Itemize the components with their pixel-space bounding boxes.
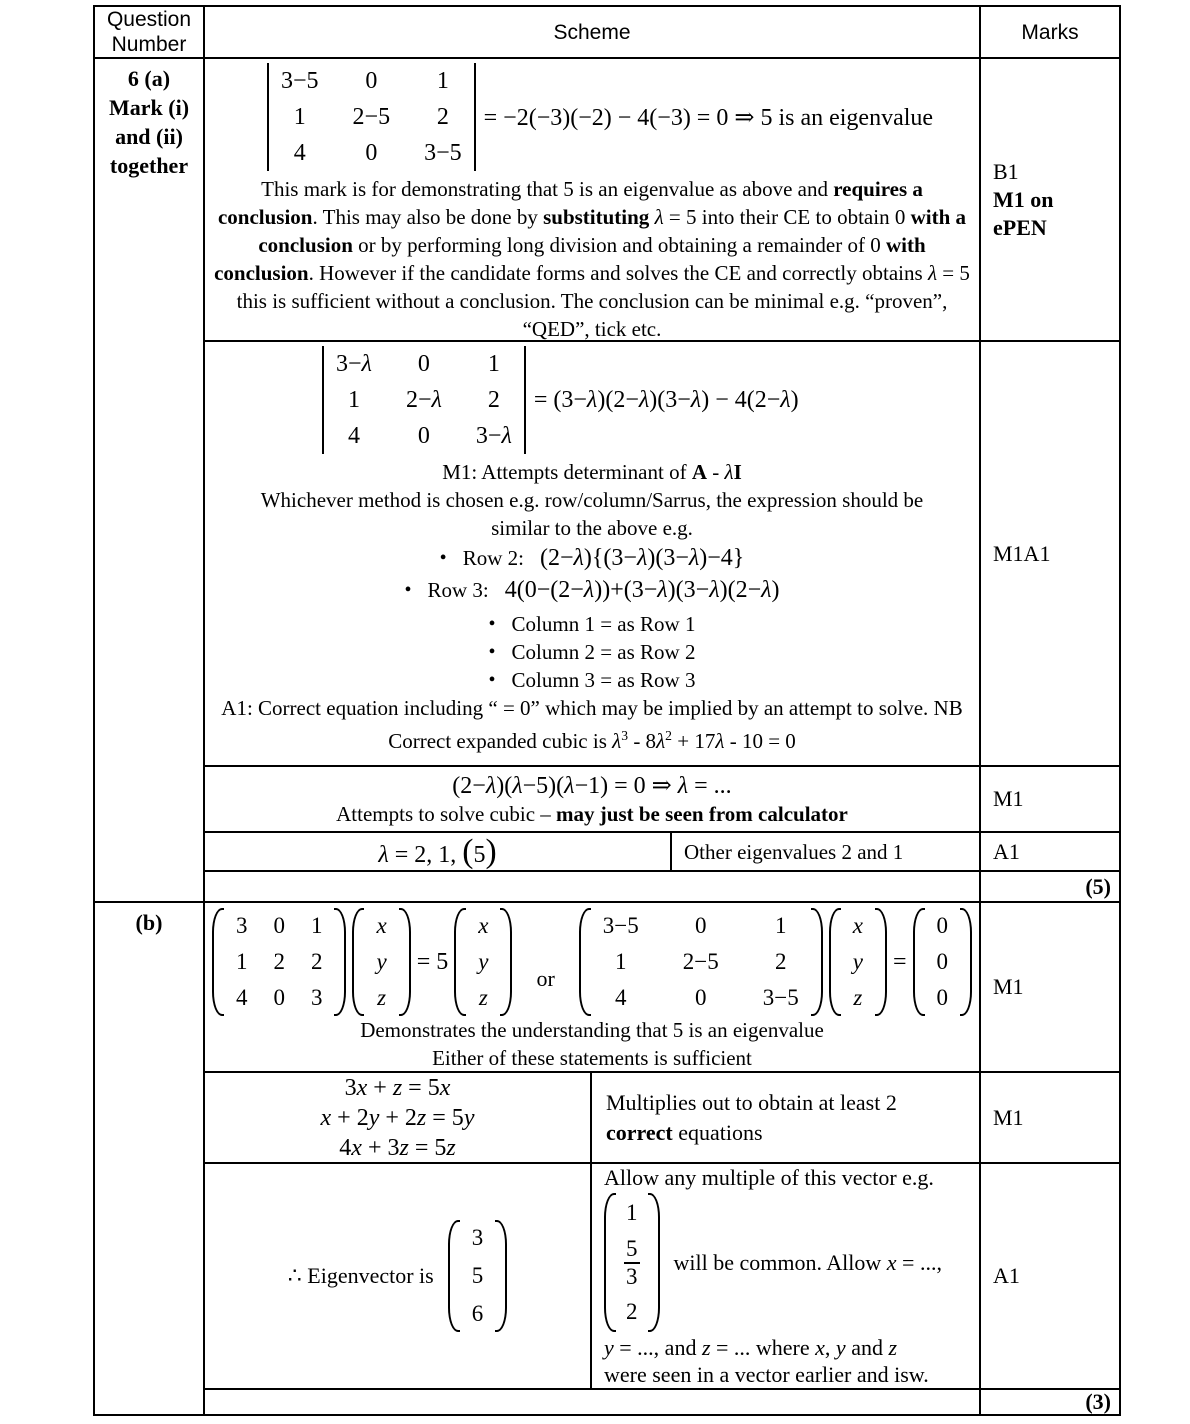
part-a-total: (5)	[1085, 873, 1111, 899]
scheme-b2	[203, 1071, 979, 1162]
right-paren-icon	[811, 908, 823, 1016]
matrix-cell: x	[376, 913, 387, 938]
matrix-cell: 5	[471, 1263, 484, 1288]
determinant-3x3	[267, 63, 476, 171]
bullet-row2-math: (2−λ){(3−λ)(3−λ)−4}	[539, 544, 745, 571]
mark-scheme-sheet	[93, 5, 1121, 1416]
determinant-equation-a2	[322, 346, 979, 454]
matrix-cell: y	[478, 949, 489, 974]
header-question-number: Question Number	[106, 8, 192, 56]
left-paren-icon	[352, 908, 364, 1016]
b3-left-cell	[205, 1164, 592, 1388]
matrix-cell: y	[852, 949, 863, 974]
right-paren-icon	[500, 908, 512, 1016]
matrix-cell: 0	[695, 985, 707, 1010]
matrix-cell: 4	[615, 985, 627, 1010]
marks-a2	[979, 340, 1119, 765]
matrix-cell: 2	[775, 949, 787, 974]
a2-a1-note: A1: Correct equation including “ = 0” which may be implied by an attempt to solve. NB Correct expanded cubic is $\lambda^3 - 8\lambda^2 + 17\lambda - 10 = 0$	[221, 696, 963, 753]
header-marks: Marks	[979, 7, 1119, 57]
b3-note-after-vector: will be common. Allow x = ...,	[673, 1249, 942, 1275]
matrix-cell: 2	[436, 104, 449, 130]
matrix-cell: 4	[293, 140, 306, 166]
left-paren-icon	[829, 908, 841, 1016]
b3-note-line3: y = ..., and z = ... where x, y and z	[604, 1334, 898, 1360]
a1-explanation: This mark is for demonstrating that 5 is an eigenvalue as above and requires a conclusion. This may also be done by substituting λ = 5 into their CE to obtain 0 with a conclusion or by performing long division and obtaining a remainder of 0 with conclusion. However if the candidate forms and solves the CE and correctly obtains λ = 5 this is sufficient without a conclusion. The conclusion can be minimal e.g. “proven”, “QED”, tick etc.	[214, 177, 970, 340]
matrix-cell: 2−5	[682, 949, 719, 974]
matrix-cell: z	[377, 985, 387, 1010]
marks-a3	[979, 765, 1119, 831]
left-paren-icon	[913, 908, 925, 1016]
matrix-cell: 3	[235, 913, 248, 938]
matrix-body	[591, 908, 811, 1016]
mark-m1a1: M1A1	[993, 540, 1051, 566]
matrix-cell: 2	[310, 949, 323, 974]
mark-m1: M1	[993, 974, 1024, 999]
matrix-cell: 3−5	[602, 913, 639, 938]
right-paren-icon	[334, 908, 346, 1016]
eigenvector-356	[448, 1220, 508, 1332]
matrix-cell: 1	[436, 68, 449, 94]
b1-matrix-statements	[205, 908, 979, 1016]
marks-a1	[979, 57, 1119, 340]
vector-body	[364, 908, 398, 1016]
matrix-cell: 1	[615, 949, 627, 974]
question-6a-line: 6 (a)	[127, 66, 171, 91]
matrix-cell: 3	[310, 985, 323, 1010]
marks-a5-total	[979, 870, 1119, 901]
question-6a-line: and (ii)	[115, 124, 183, 149]
b3-note-line4: were seen in a vector earlier and isw.	[604, 1361, 929, 1387]
marks-a4	[979, 831, 1119, 870]
bullet-icon: •	[488, 612, 496, 635]
question-cell-b	[95, 901, 203, 1414]
bullet-col2	[205, 638, 979, 666]
eigenvector-statement	[288, 1220, 507, 1332]
right-paren-icon	[648, 1193, 660, 1332]
bullet-col2-text: Column 2 = as Row 2	[511, 640, 696, 664]
bullet-row2-label: Row 2:	[462, 546, 524, 570]
scheme-b3	[203, 1162, 979, 1388]
matrix-cell: 3−5	[762, 985, 799, 1010]
determinant-equation-a1	[267, 63, 979, 171]
matrix-cell: 3	[471, 1225, 484, 1250]
a2-method-note: Whichever method is chosen e.g. row/column/Sarrus, the expression should be similar to the above e.g.	[260, 488, 924, 540]
a3-equation: (2−λ)(λ−5)(λ−1) = 0 ⇒ λ = ...	[452, 772, 732, 799]
matrix-body	[224, 908, 335, 1016]
a3-note: Attempts to solve cubic – may just be seen from calculator	[336, 801, 848, 826]
scheme-a1	[203, 57, 979, 340]
matrix-cell: 0	[273, 985, 285, 1010]
bullet-row2	[205, 544, 979, 572]
matrix-cell: 0	[365, 68, 378, 94]
mark-epen: ePEN	[993, 214, 1047, 240]
vector-xyz	[829, 908, 887, 1016]
a4-eigenvalues: λ = 2, 1, (5)	[378, 832, 497, 870]
matrix-cell: 2	[487, 387, 500, 413]
matrix-cell: z	[478, 985, 488, 1010]
vector-body	[466, 908, 500, 1016]
mark-b1: B1	[993, 158, 1019, 184]
vector-body	[925, 908, 961, 1016]
b2-split	[205, 1073, 979, 1162]
marks-b4-total	[979, 1388, 1119, 1414]
determinant-body	[267, 63, 476, 171]
vector-body	[841, 908, 875, 1016]
a4-left-cell	[205, 833, 672, 870]
b2-equation-1: 3x + z = 5x	[344, 1074, 451, 1101]
matrix-cell: 4	[347, 423, 360, 449]
bullet-row3	[205, 576, 979, 604]
scheme-a2	[203, 340, 979, 765]
right-paren-icon	[875, 908, 887, 1016]
matrix-cell: y	[376, 949, 387, 974]
scheme-b1	[203, 901, 979, 1071]
matrix-cell: 3−5	[424, 140, 462, 166]
matrix-cell: 1	[775, 913, 787, 938]
vector-multiple	[604, 1193, 660, 1332]
b3-split	[205, 1164, 979, 1388]
b2-right-cell	[592, 1073, 979, 1162]
matrix-cell: 3−λ	[475, 423, 512, 449]
bullet-col1-text: Column 1 = as Row 1	[511, 612, 696, 636]
mark-a1: A1	[993, 838, 1020, 864]
equals-five: = 5	[416, 948, 449, 975]
vector-body	[616, 1193, 648, 1332]
bullet-row3-label: Row 3:	[427, 578, 489, 602]
scheme-a3	[203, 765, 979, 831]
a2-m1-note: M1: Attempts determinant of A - λI	[442, 460, 742, 484]
matrix-cell: 0	[936, 985, 949, 1010]
bullet-col3	[205, 666, 979, 694]
determinant-body	[322, 346, 526, 454]
question-b-label: (b)	[135, 910, 163, 935]
matrix-cell: 6	[471, 1301, 484, 1326]
scheme-a4	[203, 831, 979, 870]
determinant-a2-rhs: = (3−λ)(2−λ)(3−λ) − 4(2−λ)	[533, 386, 799, 413]
question-6a-line: together	[109, 153, 189, 178]
marks-b2	[979, 1071, 1119, 1162]
matrix-cell: 4	[235, 985, 248, 1010]
scheme-a5-empty	[203, 870, 979, 901]
bullet-icon: •	[488, 668, 496, 691]
b3-note-line1: Allow any multiple of this vector e.g.	[604, 1165, 934, 1191]
matrix-cell: 1	[347, 387, 360, 413]
matrix-cell: 2−λ	[405, 387, 442, 413]
b2-equation-3: 4x + 3z = 5z	[339, 1134, 456, 1161]
vector-xyz	[454, 908, 512, 1016]
question-6a-line: Mark (i)	[108, 95, 190, 120]
matrix-cell: 2	[273, 949, 285, 974]
bullet-icon: •	[488, 640, 496, 663]
b2-equation-2: x + 2y + 2z = 5y	[320, 1104, 475, 1131]
part-b-total: (3)	[1085, 1389, 1111, 1414]
matrix-A-minus-5I	[579, 908, 823, 1016]
bullet-icon: •	[439, 546, 447, 569]
right-paren-icon	[399, 908, 411, 1016]
or-word: or	[536, 966, 555, 991]
marks-b3	[979, 1162, 1119, 1388]
determinant-3x3-lambda	[322, 346, 526, 454]
matrix-cell: 0	[365, 140, 378, 166]
a4-other-eigenvalues: Other eigenvalues 2 and 1	[684, 839, 904, 864]
a4-split	[205, 833, 979, 870]
matrix-cell: 3−λ	[336, 351, 372, 377]
equals-sign: =	[892, 948, 907, 975]
right-paren-icon	[495, 1220, 507, 1332]
bullet-col3-text: Column 3 = as Row 3	[511, 668, 696, 692]
mark-m1: M1	[993, 1104, 1024, 1130]
vector-body	[460, 1220, 496, 1332]
right-paren-icon	[960, 908, 972, 1016]
b1-note-line2: Either of these statements is sufficient	[432, 1046, 752, 1070]
matrix-cell: 1	[310, 913, 323, 938]
matrix-cell: 0	[273, 913, 285, 938]
left-paren-icon	[454, 908, 466, 1016]
mark-a1: A1	[993, 1263, 1020, 1288]
mark-m1: M1	[993, 786, 1024, 811]
b3-right-cell	[592, 1164, 979, 1388]
mark-scheme-table	[93, 5, 1121, 1416]
bullet-icon: •	[404, 578, 412, 601]
matrix-A	[212, 908, 347, 1016]
matrix-cell: 0	[936, 913, 949, 938]
matrix-cell: 2−5	[352, 104, 391, 130]
b2-left-cell	[205, 1073, 592, 1162]
bullet-col1	[205, 610, 979, 638]
vector-xyz	[352, 908, 410, 1016]
mark-m1-on: M1 on	[993, 186, 1054, 212]
bullet-row3-math: 4(0−(2−λ))+(3−λ)(3−λ)(2−λ)	[504, 576, 780, 603]
matrix-cell: 2	[626, 1298, 638, 1324]
left-paren-icon	[579, 908, 591, 1016]
matrix-cell: 1	[293, 104, 306, 130]
matrix-cell: x	[478, 913, 489, 938]
matrix-cell: 3−5	[281, 68, 319, 94]
marks-b1	[979, 901, 1119, 1071]
matrix-cell: 0	[417, 351, 430, 377]
left-paren-icon	[448, 1220, 460, 1332]
question-cell-6a	[95, 57, 203, 901]
a4-right-cell	[672, 833, 979, 870]
matrix-cell: x	[852, 913, 863, 938]
matrix-cell: $\frac{5}{3}$	[626, 1236, 638, 1289]
matrix-cell: 0	[417, 423, 430, 449]
matrix-cell: 1	[626, 1200, 638, 1226]
matrix-cell: 0	[936, 949, 949, 974]
b3-vector-line	[604, 1193, 971, 1332]
determinant-a1-rhs: = −2(−3)(−2) − 4(−3) = 0 ⇒ 5 is an eigenvalue	[483, 104, 934, 131]
b1-note-line1: Demonstrates the understanding that 5 is an eigenvalue	[360, 1018, 824, 1042]
b2-note: Multiplies out to obtain at least 2 correct equations	[606, 1089, 897, 1145]
left-paren-icon	[212, 908, 224, 1016]
matrix-cell: z	[853, 985, 863, 1010]
scheme-b4-empty	[203, 1388, 979, 1414]
header-scheme: Scheme	[203, 7, 979, 57]
zero-vector	[913, 908, 973, 1016]
left-paren-icon	[604, 1193, 616, 1332]
matrix-cell: 1	[487, 351, 500, 377]
eigenvector-label: ∴ Eigenvector is	[287, 1263, 434, 1288]
matrix-cell: 1	[235, 949, 248, 974]
matrix-cell: 0	[695, 913, 707, 938]
